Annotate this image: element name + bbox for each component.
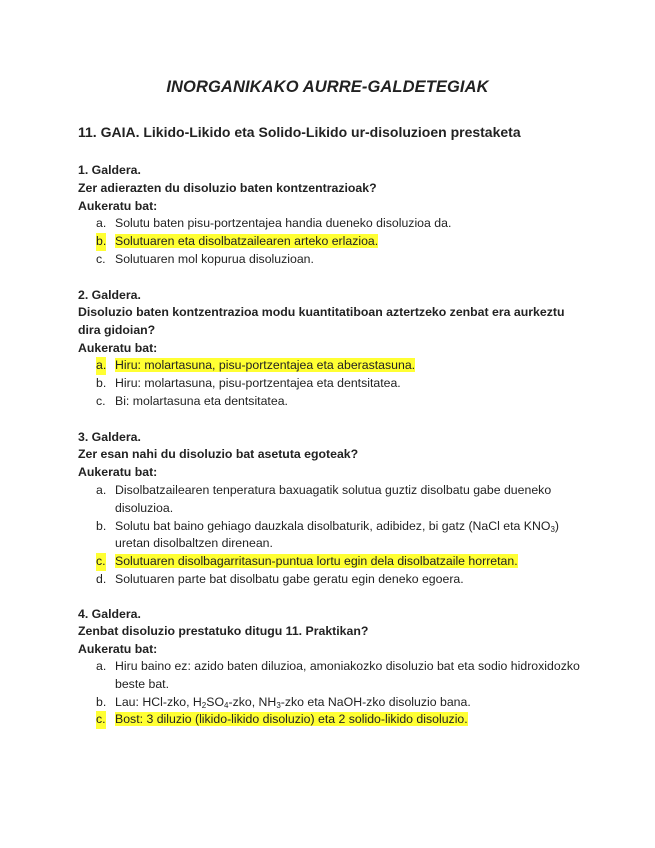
question-3-options (96, 482, 586, 589)
option-text: Solutuaren parte bat disolbatu gabe geratu egin deneko egoera. (115, 571, 464, 586)
question-4-instruction: Aukeratu bat: (78, 642, 158, 656)
option-text: Bi: molartasuna eta dentsitatea. (115, 393, 288, 408)
question-2-options (96, 357, 586, 410)
option-4b[interactable] (96, 694, 586, 712)
option-letter: d. (96, 571, 107, 586)
topic-heading: 11. GAIA. Likido-Likido eta Solido-Likido ur-disoluzioen prestaketa (78, 124, 521, 140)
option-letter: c. (96, 251, 106, 266)
option-letter: b. (96, 375, 107, 390)
question-3-instruction: Aukeratu bat: (78, 465, 158, 479)
option-letter: b. (96, 233, 106, 251)
option-text-highlighted: Solutuaren disolbagarritasun-puntua lortu egin dela disolbatzaile horretan. (115, 554, 518, 569)
question-2-instruction: Aukeratu bat: (78, 341, 158, 355)
option-1a[interactable] (96, 215, 586, 233)
option-4a[interactable] (96, 658, 586, 694)
option-letter: c. (96, 711, 106, 729)
option-3d[interactable] (96, 571, 586, 589)
option-text: Solutuaren mol kopurua disoluzioan. (115, 251, 314, 266)
option-letter: a. (96, 483, 107, 497)
option-3c[interactable] (96, 553, 586, 571)
option-4c[interactable] (96, 711, 586, 729)
option-letter: b. (96, 518, 107, 533)
option-letter: c. (96, 393, 106, 408)
option-letter: a. (96, 659, 107, 673)
option-text-highlighted: Bost: 3 diluzio (likido-likido disoluzio) eta 2 solido-likido disoluzio. (115, 712, 468, 727)
option-2a[interactable] (96, 357, 586, 375)
question-4-text: Zenbat disoluzio prestatuko ditugu 11. Praktikan? (78, 624, 369, 638)
option-3a[interactable] (96, 482, 586, 518)
option-letter: b. (96, 694, 107, 709)
option-text: Solutu bat baino gehiago dauzkala disolbaturik, adibidez, bi gatz (NaCl eta $KNO_3$) uretan disolbaltzen direnean. (115, 518, 560, 551)
option-text: Hiru baino ez: azido baten diluzioa, amoniakozko disoluzio bat eta sodio hidroxidozko beste bat. (115, 659, 580, 691)
option-letter: a. (96, 216, 107, 230)
option-text-highlighted: Hiru: molartasuna, pisu-portzentajea eta aberastasuna. (115, 358, 416, 372)
option-text-highlighted: Solutuaren eta disolbatzailearen arteko erlazioa. (115, 233, 379, 248)
question-3-text: Zer esan nahi du disoluzio bat asetuta egoteak? (78, 447, 359, 461)
option-3b[interactable] (96, 518, 586, 554)
option-letter: c. (96, 553, 106, 571)
question-2-label: 2. Galdera. (78, 288, 141, 302)
option-text: Disolbatzailearen tenperatura baxuagatik solutua guztiz disolbatu gabe dueneko disoluzioa. (115, 483, 552, 515)
question-2-text: Disoluzio baten kontzentrazioa modu kuantitatiboan aztertzeko zenbat era aurkeztu dira gidoian? (78, 305, 565, 337)
option-letter: a. (96, 357, 106, 375)
option-text: Solutu baten pisu-portzentajea handia dueneko disoluzioa da. (115, 216, 452, 230)
option-text: Lau: HCl-zko, $H_2SO_4$-zko, $NH_3$-zko eta NaOH-zko disoluzio bana. (115, 694, 471, 710)
question-1-text: Zer adierazten du disoluzio baten kontzentrazioak? (78, 181, 377, 195)
question-1-options (96, 215, 586, 268)
option-2c[interactable] (96, 393, 586, 411)
option-text: Hiru: molartasuna, pisu-portzentajea eta dentsitatea. (115, 375, 401, 390)
question-1-instruction: Aukeratu bat: (78, 199, 158, 213)
document-title: INORGANIKAKO AURRE-GALDETEGIAK (166, 78, 489, 96)
option-1c[interactable] (96, 251, 586, 269)
question-1-label: 1. Galdera. (78, 163, 141, 177)
option-1b[interactable] (96, 233, 586, 251)
question-4-label: 4. Galdera. (78, 607, 141, 621)
option-2b[interactable] (96, 375, 586, 393)
question-4-options (96, 658, 586, 729)
question-3-label: 3. Galdera. (78, 430, 141, 444)
